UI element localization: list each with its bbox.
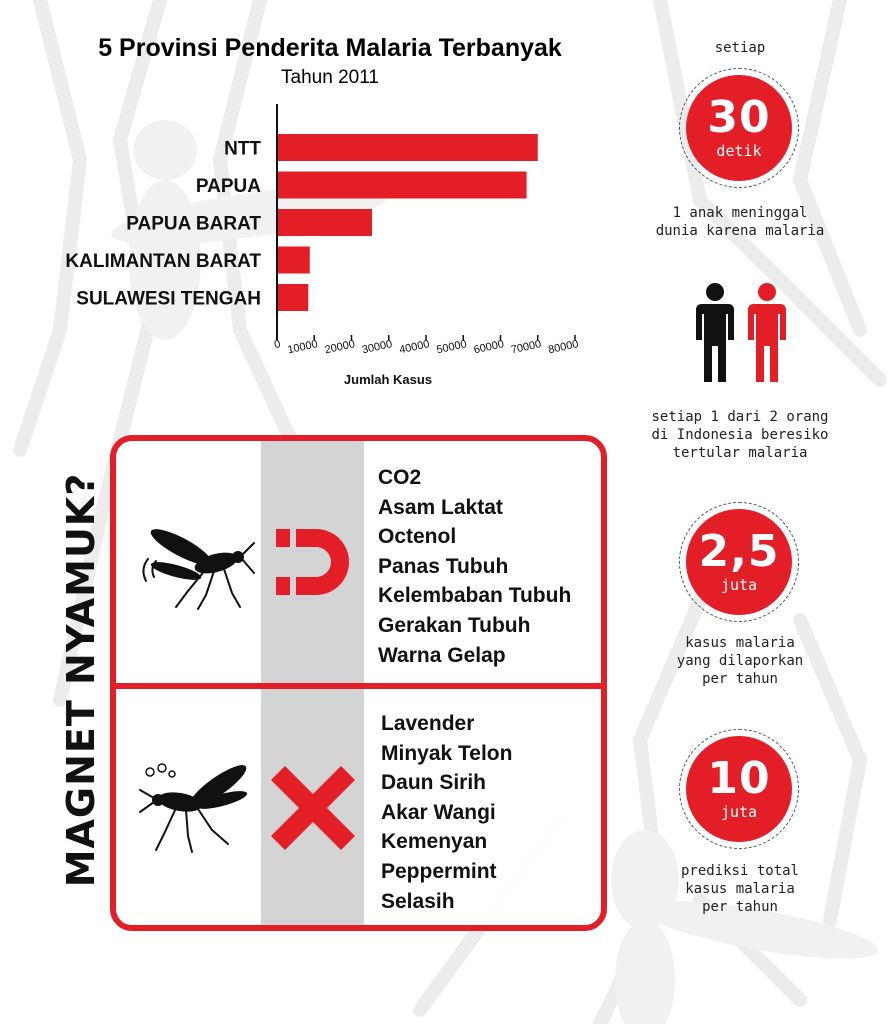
list-item: Minyak Telon [381, 741, 513, 765]
list-item: Kelembaban Tubuh [378, 584, 572, 608]
people-icon [688, 282, 798, 386]
bar [277, 247, 310, 274]
tick-label: 40000 [398, 338, 431, 357]
tick-label: 10000 [286, 338, 319, 357]
tick-label: 0 [273, 338, 282, 352]
magnet-panel [110, 435, 607, 931]
list-item: CO2 [378, 466, 422, 489]
stat-caption-2: setiap 1 dari 2 orang di Indonesia beresiko tertular malaria [651, 409, 829, 461]
magnet-icon [276, 529, 352, 595]
person-red-icon [748, 283, 786, 382]
category-label: PAPUA [195, 176, 261, 197]
tick-label: 50000 [435, 338, 468, 357]
list-item: Asam Laktat [378, 495, 503, 519]
bar [277, 209, 372, 236]
stat-badge-30 [679, 68, 799, 188]
stat-caption-4: prediksi total kasus malaria per tahun [680, 863, 799, 915]
category-label: SULAWESI TENGAH [76, 288, 261, 310]
stat-badge-10 [679, 729, 799, 849]
tick-label: 80000 [547, 338, 580, 357]
list-item: Warna Gelap [378, 643, 506, 667]
tick-label: 70000 [509, 338, 543, 357]
category-label: NTT [224, 138, 261, 160]
stat-number: 2,5 [698, 526, 780, 577]
cross-icon [271, 766, 355, 850]
tick-label: 30000 [360, 338, 394, 357]
stat-caption-3: kasus malaria yang dilaporkan per tahun [676, 635, 804, 687]
bar [277, 134, 538, 161]
person-black-icon [696, 283, 734, 382]
list-item: Peppermint [381, 859, 497, 883]
magnet-side-title: MAGNET NYAMUK? [59, 472, 103, 888]
list-item: Selasih [381, 889, 455, 913]
panel-divider [116, 683, 601, 689]
list-item: Octenol [378, 525, 457, 549]
stat-unit: juta [720, 803, 758, 821]
attractant-list [378, 463, 571, 670]
list-item: Daun Sirih [381, 771, 487, 795]
list-item: Lavender [381, 712, 475, 735]
bar [277, 284, 308, 311]
chart-title: 5 Provinsi Penderita Malaria Terbanyak [98, 34, 562, 62]
category-label: KALIMANTAN BARAT [65, 251, 261, 272]
repellent-list [381, 709, 512, 916]
list-item: Panas Tubuh [378, 554, 509, 578]
tick-label: 20000 [323, 338, 357, 357]
stat-number: 10 [707, 753, 771, 804]
bar [277, 172, 527, 199]
repelled-mosquito-icon [136, 756, 256, 856]
stat-unit: detik [716, 142, 762, 160]
x-axis-label: Jumlah Kasus [343, 372, 433, 387]
list-item: Gerakan Tubuh [378, 613, 531, 637]
stat-unit: juta [720, 576, 758, 594]
tick-label: 60000 [472, 338, 506, 357]
chart-subtitle: Tahun 2011 [281, 67, 379, 88]
list-item: Akar Wangi [381, 800, 496, 824]
stat-caption-1: 1 anak meninggal dunia karena malaria [655, 205, 825, 239]
category-label: PAPUA BARAT [126, 213, 261, 235]
bar-chart [40, 100, 600, 400]
mosquito-icon [136, 511, 256, 611]
stat-badge-2-5 [679, 502, 799, 622]
stat-lead-text: setiap [714, 40, 766, 56]
list-item: Kemenyan [381, 830, 488, 854]
stat-number: 30 [707, 92, 771, 143]
